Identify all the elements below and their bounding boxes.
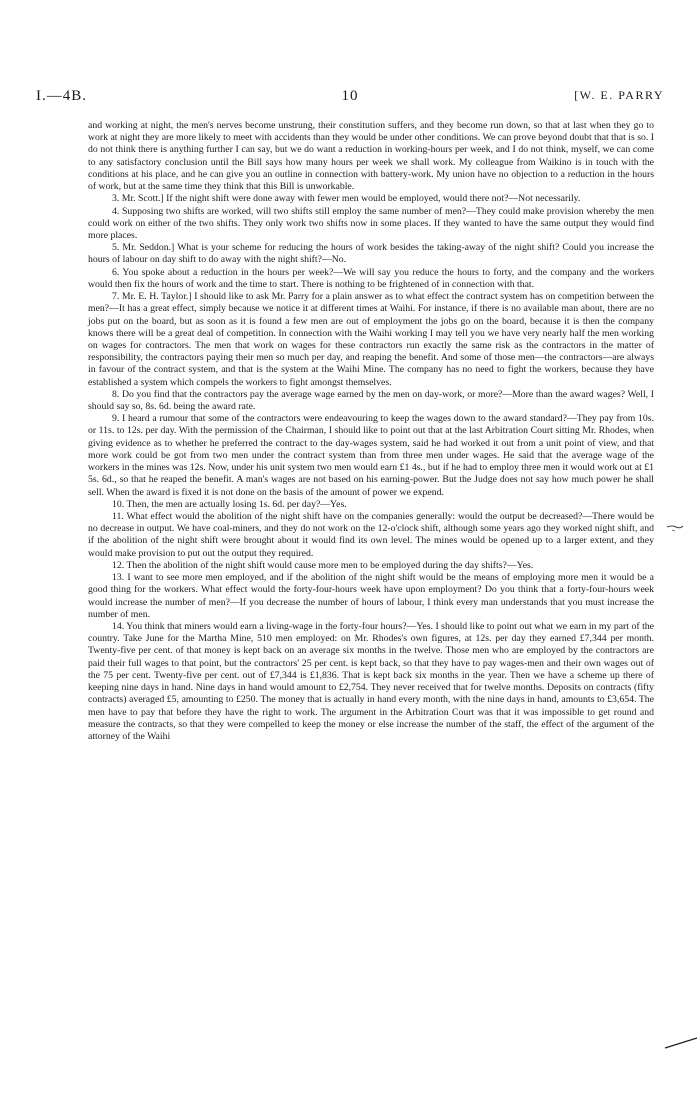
paragraph-q14: 14. You think that miners would earn a living-wage in the forty-four hours?—Yes. I should like to point out what we earn in my part of the country. Take June for the Martha Mine, 510 men employed: on Mr. Rhodes's own figures, at 12s. per day they earned £7,344 per month. Twenty-five per cent. of that money is kept back on an average six months in the twelve. Those men who are employed by the contractors are paid their full wages to that point, but the contractors' 25 per cent. is kept back, so that they have to pay wages-men and their own wages out of the 75 per cent. Twenty-five per cent. out of £7,344 is £1,836. That is kept back six months in the year. Then we have a scheme up there of keeping nine days in hand. Nine days in hand would amount to £2,754. They never received that for twelve months. Deposits on contracts (fifty contracts) averaged £5, amounting to £250. The money that is actually in hand every month, with the nine days in hand, amounts to £3,654. The men have to pay that before they have the right to work. The argument in the Arbitration Court was that it was impossible to get round and measure the contracts, so that they were compelled to keep the money or else increase the number of the staff, the effect of the argument of the attorney of the Waihi bbox=[88, 620, 654, 742]
paragraph-q4: 4. Supposing two shifts are worked, will two shifts still employ the same number of men?—They could make provision whereby the men could work on either of the two shifts. They only work two shifts now in some places. If they wanted to have the same output they would find more places. bbox=[88, 205, 654, 241]
paragraph-q6: 6. You spoke about a reduction in the hours per week?—We will say you reduce the hours to forty, and the company and the workers would then fix the hours of work and the time to start. There is nothing to be frightened of in connection with that. bbox=[88, 266, 654, 290]
paragraph-q11: 11. What effect would the abolition of the night shift have on the companies generally: would the output be decreased?—There would be no decrease in output. We have coal-miners, and they do not work on the 12-o'clock shift, although some years ago they worked night shift, and if the abolition of the night shift were brought about it would find its own level. The mines would be opened up to a larger extent, and they would make provision to put out the output they required. bbox=[88, 511, 654, 559]
margin-pencil-mark-icon bbox=[666, 521, 684, 535]
paragraph-q13: 13. I want to see more men employed, and if the abolition of the night shift would be the means of employing more men it would be a good thing for the workers. What effect would the forty-four-hours week have upon employment? Do you think that a forty-four-hours week would increase the number of men?—If you decrease the number of hours of labour, I think every man understands that you must increase the number of men. bbox=[88, 572, 654, 620]
paragraph-q8: 8. Do you find that the contractors pay the average wage earned by the men on day-work, or more?—More than the award wages? Well, I should say so, 8s. 6d. being the award rate. bbox=[88, 388, 654, 413]
paragraph-q7: 7. Mr. E. H. Taylor.] I should like to ask Mr. Parry for a plain answer as to what effect the contract system has on competition between the men?—It has a great effect, simply because we notice it at different times at Waihi. For instance, if there is no available man about, there are no jobs put on the board, but as soon as it is found a few men are out of employment the jobs go on the board, because it is then the company knows there will be a great deal of competition. In connection with the Waihi working I may tell you we have very nearly half the men working on wages for contractors. The men that work on wages for these contractors run exactly the same risk as the contractors in the matter of responsibility, the contractors paying their men so much per day, and reaping the benefit. And some of those men—the contractors—are always in favour of the contract system, and that is the system at the Waihi Mine. The company has no need to fight the workers, because they have established a system which compels the workers to fight amongst themselves. bbox=[88, 291, 654, 388]
page-header bbox=[36, 88, 664, 110]
paragraph-q5: 5. Mr. Seddon.] What is your scheme for reducing the hours of work besides the taking-away of the night shift? Could you increase the hours of labour on day shift to do away with the night shift?—No. bbox=[88, 242, 654, 266]
paragraph-q3: 3. Mr. Scott.] If the night shift were done away with fewer men would be employed, would there not?—Not necessarily. bbox=[112, 193, 581, 205]
paragraph-continuation: and working at night, the men's nerves become unstrung, their constitution suffers, and they become run down, so that at last when they go to work at night they are more likely to meet with accidents than they would be under other conditions. We can prove beyond doubt that that is so. I do not think there is anything further I can say, but we do want a reduction in working-hours per week, and I do not think, myself, we can come to any satisfactory conclusion until the Bill says how many hours per week we shall work. My colleague from Waikino is in touch with the conditions at his place, and he can give you an outline in connection with battery-work. My union have no objection to a reduction in the hours of work, but at the same time they think that this Bill is unworkable. bbox=[88, 120, 654, 193]
paragraph-q10: 10. Then, the men are actually losing 1s. 6d. per day?—Yes. bbox=[112, 498, 347, 510]
evidence-body bbox=[88, 120, 654, 743]
margin-pencil-stroke-icon bbox=[664, 1032, 698, 1052]
paragraph-q9: 9. I heard a rumour that some of the contractors were endeavouring to keep the wages down to the award standard?—They pay from 10s. or 11s. to 12s. per day. With the permission of the Chairman, I should like to point out that at the last Arbitration Court sitting Mr. Rhodes, when giving evidence as to whether he preferred the contract to the day-wages system, said he had worked it out from a unit point of view, and that more work could be got from two men under the contract system than from three men under wages. He said that the average wage of the workers in the mines was 12s. Now, under his unit system two men would earn £1 4s., but if he had to employ three men it would work out at £1 5s. 6d., so that he reaped the benefit. A man's wages are not based on his earning-power. But the Judge does not say how much power he shall sell. When the award is fixed it is not done on the basis of the amount of power we expend. bbox=[88, 413, 654, 498]
parliamentary-paper-ref: I.—4B. bbox=[36, 88, 87, 104]
paragraph-q12: 12. Then the abolition of the night shift would cause more men to be employed during the day shifts?—Yes. bbox=[112, 559, 534, 571]
witness-name: [W. E. PARRY bbox=[574, 88, 664, 102]
page-number: 10 bbox=[341, 88, 359, 104]
